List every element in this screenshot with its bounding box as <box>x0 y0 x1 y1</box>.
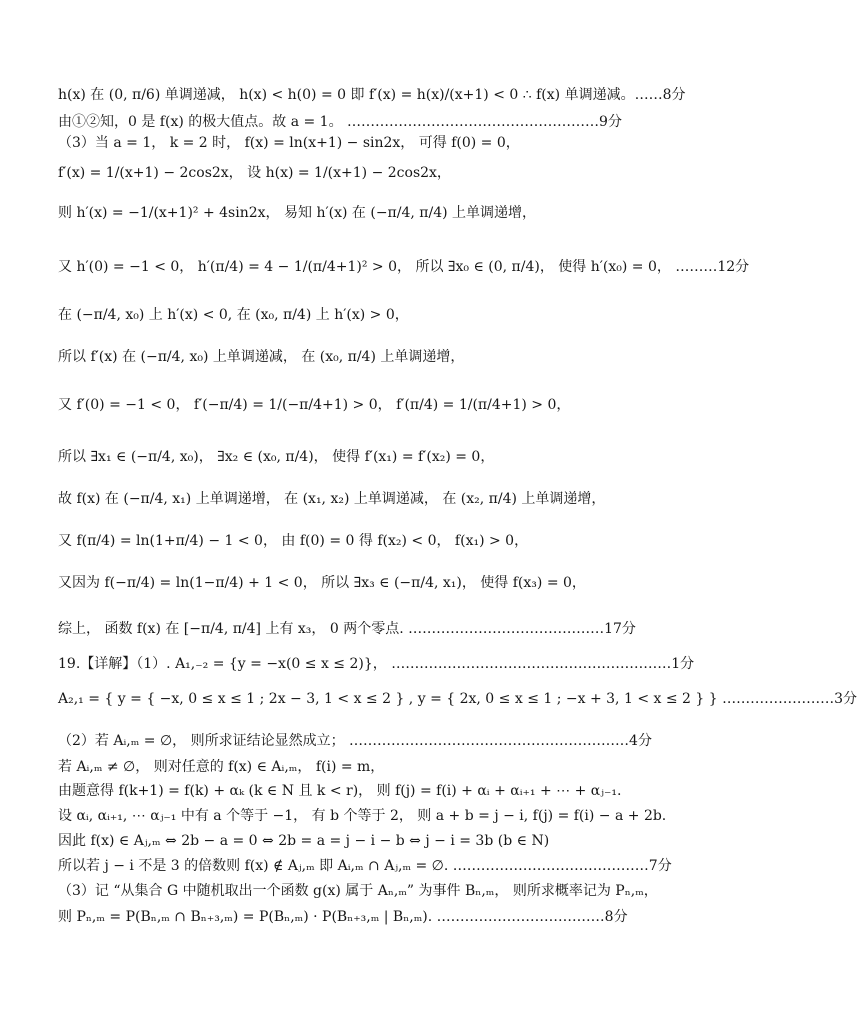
solution-line <box>58 620 708 638</box>
solution-line <box>58 782 708 800</box>
line-text: 在 (−π/4, x₀) 上 h′(x) < 0, 在 (x₀, π/4) 上 h′(x) > 0， <box>58 307 409 323</box>
solution-line <box>58 258 750 276</box>
solution-line <box>58 204 708 222</box>
solution-line <box>58 86 708 104</box>
solution-line <box>58 758 708 776</box>
solution-line <box>58 448 708 466</box>
line-text: （2）若 Aᵢ,ₘ = ∅， 则所求证结论显然成立； ……………………………………………………4分 <box>58 733 652 749</box>
solution-line <box>58 348 708 366</box>
line-text: （3）当 a = 1， k = 2 时， f(x) = ln(x+1) − sin2x， 可得 f(0) = 0， <box>58 135 520 151</box>
line-text: 则 h′(x) = −1/(x+1)² + 4sin2x， 易知 h′(x) 在 (−π/4, π/4) 上单调递增， <box>58 205 537 221</box>
line-text: 所以 f′(x) 在 (−π/4, x₀) 上单调递减， 在 (x₀, π/4) 上单调递增， <box>58 349 465 365</box>
solution-line <box>58 655 708 673</box>
line-text: 又 f(π/4) = ln(1+π/4) − 1 < 0， 由 f(0) = 0 得 f(x₂) < 0， f(x₁) > 0， <box>58 533 529 549</box>
line-text: 故 f(x) 在 (−π/4, x₁) 上单调递增， 在 (x₁, x₂) 上单调递减， 在 (x₂, π/4) 上单调递增， <box>58 491 606 507</box>
line-text: 因此 f(x) ∈ Aⱼ,ₘ ⇔ 2b − a = 0 ⇔ 2b = a = j − i − b ⇔ j − i = 3b (b ∈ N) <box>58 833 550 849</box>
line-text: 综上， 函数 f(x) 在 [−π/4, π/4] 上有 x₃， 0 两个零点. ……………………………………17分 <box>58 621 636 637</box>
solution-line <box>58 857 708 875</box>
solution-line <box>58 908 708 926</box>
line-text: 所以 ∃x₁ ∈ (−π/4, x₀)， ∃x₂ ∈ (x₀, π/4)， 使得 f′(x₁) = f′(x₂) = 0， <box>58 449 495 465</box>
line-text: 则 Pₙ,ₘ = P(Bₙ,ₘ ∩ Bₙ₊₃,ₘ) = P(Bₙ,ₘ) · P(Bₙ₊₃,ₘ | Bₙ,ₘ). ………………………………8分 <box>58 909 628 925</box>
line-text: h(x) 在 (0, π/6) 单调递减， h(x) < h(0) = 0 即 f′(x) = h(x)/(x+1) < 0 ∴ f(x) 单调递减。……8分 <box>58 87 686 103</box>
line-text: 所以若 j − i 不是 3 的倍数则 f(x) ∉ Aⱼ,ₘ 即 Aᵢ,ₘ ∩ Aⱼ,ₘ = ∅. ……………………………………7分 <box>58 858 672 874</box>
solution-line <box>58 574 708 592</box>
line-text: 又 h′(0) = −1 < 0， h′(π/4) = 4 − 1/(π/4+1)² > 0， 所以 ∃x₀ ∈ (0, π/4)， 使得 h′(x₀) = 0， ………12分 <box>58 259 750 275</box>
line-text: 19.【详解】（1）. A₁,₋₂ = {y = −x(0 ≤ x ≤ 2)}， ……………………………………………………1分 <box>58 656 695 672</box>
line-text: 若 Aᵢ,ₘ ≠ ∅， 则对任意的 f(x) ∈ Aᵢ,ₘ， f(i) = m， <box>58 759 385 775</box>
line-text: f′(x) = 1/(x+1) − 2cos2x， 设 h(x) = 1/(x+1) − 2cos2x， <box>58 165 451 181</box>
solution-line <box>58 164 708 182</box>
line-text: （3）记 “从集合 G 中随机取出一个函数 g(x) 属于 Aₙ,ₘ” 为事件 Bₙ,ₘ， 则所求概率记为 Pₙ,ₘ， <box>58 883 658 899</box>
solution-line <box>58 882 708 900</box>
solution-line <box>58 732 708 750</box>
solution-line <box>58 690 857 708</box>
solution-line <box>58 134 708 152</box>
solution-line <box>58 306 708 324</box>
solution-line <box>58 807 708 825</box>
solution-line <box>58 113 708 131</box>
solution-line <box>58 490 708 508</box>
line-text: 由题意得 f(k+1) = f(k) + αₖ (k ∈ N 且 k < r)， 则 f(j) = f(i) + αᵢ + αᵢ₊₁ + ⋯ + αⱼ₋₁. <box>58 783 622 799</box>
solution-line <box>58 832 708 850</box>
line-text: 又因为 f(−π/4) = ln(1−π/4) + 1 < 0， 所以 ∃x₃ ∈ (−π/4, x₁)， 使得 f(x₃) = 0， <box>58 575 586 591</box>
line-text: 又 f′(0) = −1 < 0， f′(−π/4) = 1/(−π/4+1) > 0， f′(π/4) = 1/(π/4+1) > 0， <box>58 397 571 413</box>
line-text: 设 αᵢ, αᵢ₊₁, ⋯ αⱼ₋₁ 中有 a 个等于 −1， 有 b 个等于 2， 则 a + b = j − i, f(j) = f(i) − a + 2b. <box>58 808 667 824</box>
solution-line <box>58 396 708 414</box>
line-text: A₂,₁ = { y = { −x, 0 ≤ x ≤ 1 ; 2x − 3, 1 < x ≤ 2 } , y = { 2x, 0 ≤ x ≤ 1 ; −x + 3, 1 < x ≤ 2 } } ……………………3分 <box>58 691 857 707</box>
line-text: 由①②知，0 是 f(x) 的极大值点。故 a = 1。 ………………………………………………9分 <box>58 114 622 130</box>
solution-line <box>58 532 708 550</box>
